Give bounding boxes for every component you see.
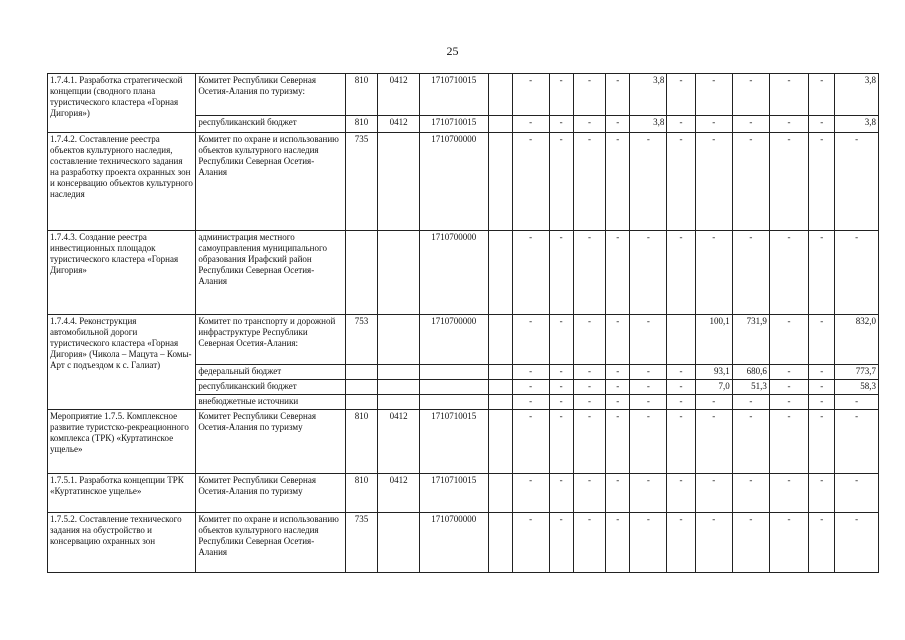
value-cell: -: [630, 474, 667, 513]
value-cell: -: [667, 231, 695, 315]
value-cell: 1710700000: [419, 133, 488, 231]
value-cell: 731,9: [732, 315, 769, 365]
value-cell: 1710710015: [419, 474, 488, 513]
responsible-cell: Комитет Республики Северная Осетия-Алания по туризму: [196, 410, 345, 474]
responsible-cell: Комитет Республики Северная Осетия-Алания по туризму:: [196, 74, 345, 116]
value-cell: -: [606, 231, 630, 315]
value-cell: [419, 395, 488, 410]
value-cell: -: [732, 133, 769, 231]
value-cell: [345, 365, 378, 380]
value-cell: -: [769, 116, 808, 133]
value-cell: [488, 395, 512, 410]
value-cell: 0412: [378, 410, 419, 474]
responsible-cell: внебюджетные источники: [196, 395, 345, 410]
page-number: 25: [446, 44, 459, 58]
value-cell: -: [573, 315, 606, 365]
value-cell: -: [573, 474, 606, 513]
value-cell: [488, 116, 512, 133]
responsible-cell: Комитет по транспорту и дорожной инфраструктуре Республики Северная Осетия-Алания:: [196, 315, 345, 365]
value-cell: -: [732, 231, 769, 315]
value-cell: -: [695, 513, 732, 573]
value-cell: -: [769, 74, 808, 116]
value-cell: [488, 365, 512, 380]
table-row: [48, 231, 879, 315]
value-cell: [378, 231, 419, 315]
value-cell: -: [809, 410, 835, 474]
value-cell: -: [769, 474, 808, 513]
value-cell: [378, 365, 419, 380]
value-cell: -: [732, 513, 769, 573]
value-cell: -: [667, 474, 695, 513]
value-cell: [345, 395, 378, 410]
budget-table: [47, 73, 879, 573]
value-cell: -: [630, 513, 667, 573]
value-cell: -: [573, 133, 606, 231]
measure-cell: Мероприятие 1.7.5. Комплексное развитие туристско-рекреационного комплекса (ТРК) «Куртатинское ущелье»: [48, 410, 196, 474]
value-cell: [378, 133, 419, 231]
value-cell: -: [573, 395, 606, 410]
value-cell: [488, 380, 512, 395]
value-cell: -: [809, 365, 835, 380]
value-cell: -: [630, 410, 667, 474]
value-cell: -: [695, 474, 732, 513]
value-cell: -: [835, 513, 879, 573]
value-cell: -: [512, 365, 549, 380]
value-cell: -: [549, 133, 573, 231]
value-cell: -: [630, 315, 667, 365]
value-cell: -: [835, 474, 879, 513]
value-cell: [378, 513, 419, 573]
value-cell: -: [732, 410, 769, 474]
value-cell: -: [549, 116, 573, 133]
responsible-cell: Комитет по охране и использованию объектов культурного наследия Республики Северная Осетия-Алания: [196, 513, 345, 573]
value-cell: -: [769, 231, 808, 315]
value-cell: 735: [345, 133, 378, 231]
responsible-cell: Комитет по охране и использованию объектов культурного наследия Республики Северная Осетия-Алания: [196, 133, 345, 231]
value-cell: -: [769, 410, 808, 474]
value-cell: -: [667, 116, 695, 133]
value-cell: [378, 395, 419, 410]
value-cell: [488, 474, 512, 513]
value-cell: -: [549, 231, 573, 315]
value-cell: -: [695, 74, 732, 116]
value-cell: -: [606, 513, 630, 573]
value-cell: -: [630, 365, 667, 380]
value-cell: -: [606, 410, 630, 474]
value-cell: 3,8: [630, 116, 667, 133]
value-cell: -: [573, 74, 606, 116]
value-cell: -: [809, 74, 835, 116]
value-cell: -: [835, 133, 879, 231]
value-cell: -: [630, 231, 667, 315]
value-cell: -: [835, 395, 879, 410]
value-cell: -: [512, 74, 549, 116]
value-cell: -: [732, 74, 769, 116]
value-cell: -: [549, 395, 573, 410]
value-cell: 0412: [378, 474, 419, 513]
value-cell: 7,0: [695, 380, 732, 395]
value-cell: -: [606, 380, 630, 395]
value-cell: -: [667, 74, 695, 116]
value-cell: 680,6: [732, 365, 769, 380]
value-cell: 810: [345, 74, 378, 116]
value-cell: [488, 74, 512, 116]
value-cell: -: [606, 133, 630, 231]
measure-cell: 1.7.5.1. Разработка концепции ТРК «Куртатинское ущелье»: [48, 474, 196, 513]
value-cell: -: [667, 380, 695, 395]
value-cell: -: [809, 116, 835, 133]
value-cell: -: [549, 315, 573, 365]
value-cell: -: [695, 395, 732, 410]
value-cell: 0412: [378, 74, 419, 116]
value-cell: [378, 315, 419, 365]
value-cell: 810: [345, 474, 378, 513]
responsible-cell: федеральный бюджет: [196, 365, 345, 380]
value-cell: -: [512, 395, 549, 410]
value-cell: -: [512, 133, 549, 231]
value-cell: -: [512, 231, 549, 315]
value-cell: [419, 380, 488, 395]
value-cell: -: [667, 513, 695, 573]
value-cell: -: [732, 116, 769, 133]
measure-cell: 1.7.4.4. Реконструкция автомобильной дороги туристического кластера «Горная Дигория» (Чикола – Мацута – Комы-Арт с подъездом к с. Галиат): [48, 315, 196, 410]
value-cell: -: [549, 380, 573, 395]
value-cell: 51,3: [732, 380, 769, 395]
value-cell: -: [606, 315, 630, 365]
value-cell: 58,3: [835, 380, 879, 395]
value-cell: -: [732, 395, 769, 410]
value-cell: 1710710015: [419, 116, 488, 133]
value-cell: -: [512, 410, 549, 474]
measure-cell: 1.7.4.3. Создание реестра инвестиционных площадок туристического кластера «Горная Дигория»: [48, 231, 196, 315]
value-cell: -: [695, 133, 732, 231]
value-cell: [419, 365, 488, 380]
value-cell: [667, 315, 695, 365]
value-cell: [488, 513, 512, 573]
value-cell: 1710710015: [419, 410, 488, 474]
value-cell: 0412: [378, 116, 419, 133]
table-row: [48, 513, 879, 573]
value-cell: 1710700000: [419, 513, 488, 573]
value-cell: -: [549, 410, 573, 474]
value-cell: -: [809, 380, 835, 395]
value-cell: 3,8: [630, 74, 667, 116]
value-cell: -: [667, 365, 695, 380]
value-cell: -: [606, 116, 630, 133]
value-cell: -: [512, 315, 549, 365]
value-cell: -: [835, 410, 879, 474]
value-cell: -: [769, 380, 808, 395]
value-cell: -: [512, 474, 549, 513]
value-cell: -: [809, 315, 835, 365]
value-cell: -: [769, 513, 808, 573]
responsible-cell: Комитет Республики Северная Осетия-Алания по туризму: [196, 474, 345, 513]
value-cell: -: [512, 116, 549, 133]
value-cell: -: [549, 365, 573, 380]
value-cell: -: [667, 410, 695, 474]
value-cell: 1710700000: [419, 315, 488, 365]
table-row: [48, 474, 879, 513]
value-cell: -: [549, 74, 573, 116]
table-row: [48, 74, 879, 116]
value-cell: -: [512, 513, 549, 573]
value-cell: -: [732, 474, 769, 513]
value-cell: 1710710015: [419, 74, 488, 116]
measure-cell: 1.7.4.1. Разработка стратегической концепции (сводного плана туристического кластера «Горная Дигория»): [48, 74, 196, 133]
value-cell: -: [809, 395, 835, 410]
value-cell: 93,1: [695, 365, 732, 380]
value-cell: -: [695, 116, 732, 133]
value-cell: -: [769, 133, 808, 231]
value-cell: -: [512, 380, 549, 395]
value-cell: -: [769, 315, 808, 365]
value-cell: -: [573, 116, 606, 133]
value-cell: -: [606, 474, 630, 513]
value-cell: -: [809, 231, 835, 315]
value-cell: -: [573, 231, 606, 315]
value-cell: 3,8: [835, 74, 879, 116]
value-cell: -: [809, 474, 835, 513]
value-cell: [345, 380, 378, 395]
value-cell: -: [695, 231, 732, 315]
measure-cell: 1.7.4.2. Составление реестра объектов культурного наследия, составление технического задания на разработку проекта охранных зон и консервацию объектов культурного наследия: [48, 133, 196, 231]
table-row: [48, 133, 879, 231]
value-cell: [345, 231, 378, 315]
value-cell: -: [630, 380, 667, 395]
table-row: [48, 315, 879, 365]
value-cell: -: [667, 133, 695, 231]
value-cell: -: [549, 513, 573, 573]
value-cell: -: [573, 380, 606, 395]
value-cell: -: [809, 133, 835, 231]
value-cell: 3,8: [835, 116, 879, 133]
measure-cell: 1.7.5.2. Составление технического задания на обустройство и консервацию охранных зон: [48, 513, 196, 573]
value-cell: [488, 410, 512, 474]
value-cell: -: [606, 365, 630, 380]
value-cell: -: [573, 513, 606, 573]
value-cell: -: [835, 231, 879, 315]
responsible-cell: республиканский бюджет: [196, 116, 345, 133]
value-cell: 753: [345, 315, 378, 365]
value-cell: -: [573, 410, 606, 474]
value-cell: -: [630, 133, 667, 231]
value-cell: 832,0: [835, 315, 879, 365]
value-cell: -: [667, 395, 695, 410]
value-cell: -: [549, 474, 573, 513]
value-cell: 810: [345, 410, 378, 474]
table-row: [48, 410, 879, 474]
value-cell: 735: [345, 513, 378, 573]
value-cell: -: [630, 395, 667, 410]
value-cell: 1710700000: [419, 231, 488, 315]
value-cell: 100,1: [695, 315, 732, 365]
value-cell: [488, 315, 512, 365]
responsible-cell: администрация местного самоуправления муниципального образования Ирафский район Республики Северная Осетия-Алания: [196, 231, 345, 315]
value-cell: 810: [345, 116, 378, 133]
value-cell: -: [606, 74, 630, 116]
value-cell: -: [769, 365, 808, 380]
value-cell: -: [573, 365, 606, 380]
value-cell: -: [695, 410, 732, 474]
responsible-cell: республиканский бюджет: [196, 380, 345, 395]
value-cell: -: [769, 395, 808, 410]
value-cell: -: [809, 513, 835, 573]
value-cell: [488, 231, 512, 315]
value-cell: [488, 133, 512, 231]
value-cell: -: [606, 395, 630, 410]
value-cell: 773,7: [835, 365, 879, 380]
value-cell: [378, 380, 419, 395]
